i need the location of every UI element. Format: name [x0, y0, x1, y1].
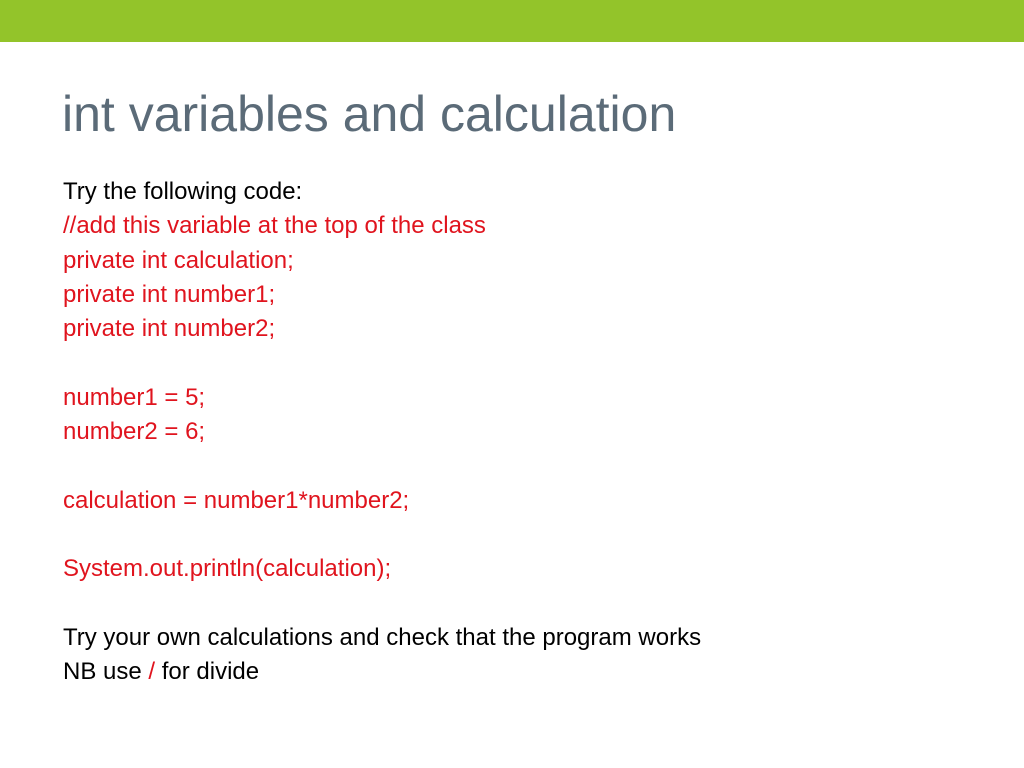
slide-title: int variables and calculation — [62, 86, 677, 142]
note-suffix: for divide — [155, 658, 260, 686]
code-line-assignment: number2 = 6; — [63, 418, 206, 446]
blank-line — [63, 587, 983, 621]
code-line-print: System.out.println(calculation); — [63, 555, 392, 583]
code-line-declaration: private int number1; — [63, 280, 276, 308]
code-line-declaration: private int number2; — [63, 315, 276, 343]
blank-line — [63, 346, 983, 380]
slide-body — [63, 175, 983, 689]
blank-line — [63, 449, 983, 483]
top-accent-bar — [0, 0, 1024, 42]
code-line-assignment: number1 = 5; — [63, 383, 206, 411]
code-line-declaration: private int calculation; — [63, 246, 294, 274]
divide-operator: / — [148, 658, 156, 686]
intro-text: Try the following code: — [63, 178, 303, 205]
code-line-calculation: calculation = number1*number2; — [63, 486, 410, 514]
note-line — [63, 655, 983, 689]
blank-line — [63, 518, 983, 552]
note-prefix: NB use — [63, 658, 149, 686]
code-comment: //add this variable at the top of the class — [63, 212, 486, 240]
outro-text: Try your own calculations and check that the program works — [63, 623, 702, 651]
